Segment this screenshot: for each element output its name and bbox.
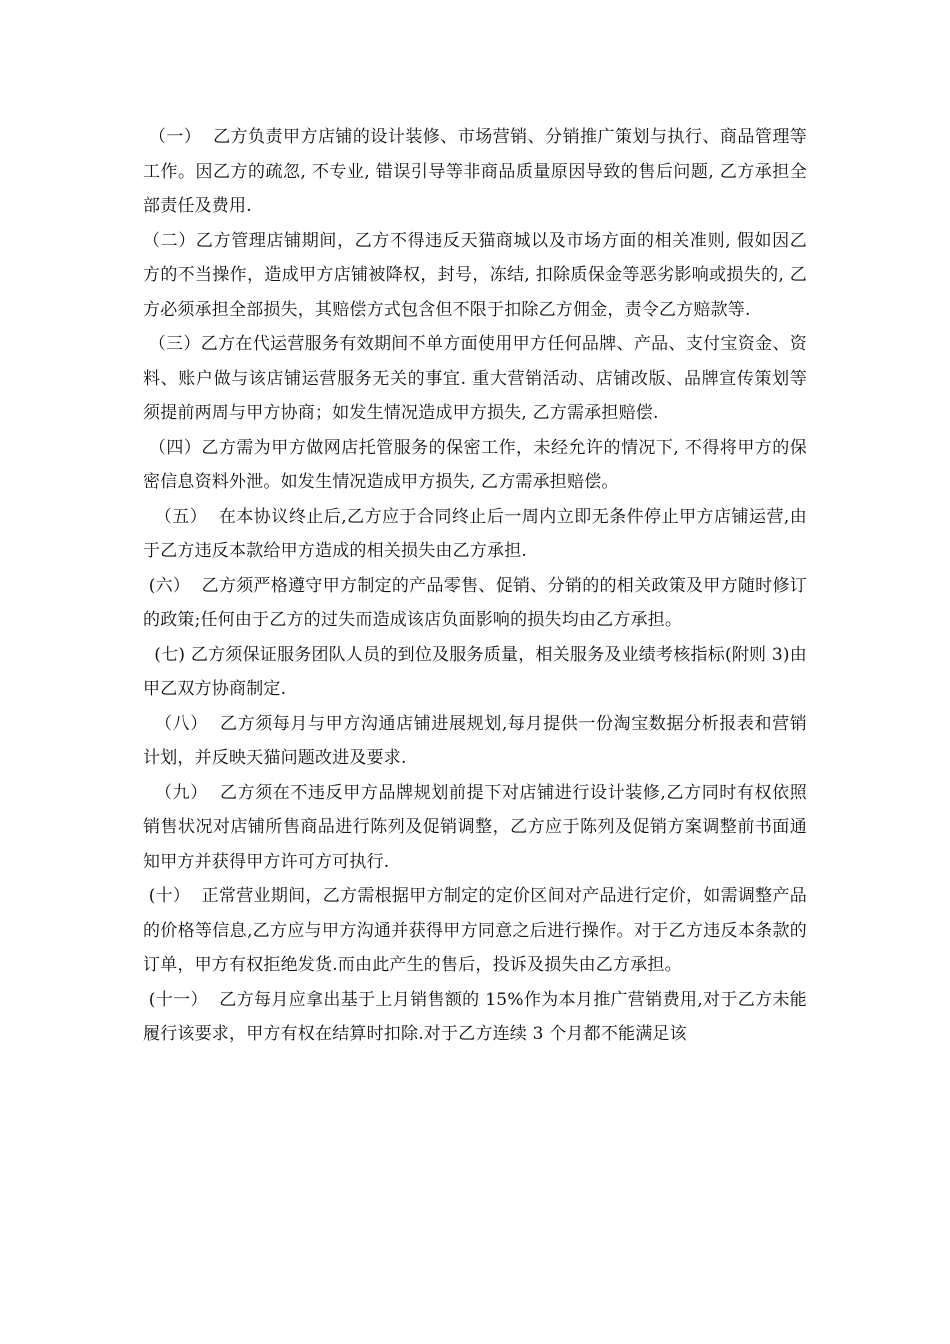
clause-9: （九） 乙方须在不违反甲方品牌规划前提下对店铺进行设计装修,乙方同时有权依照销售状况对店铺所售商品进行陈列及促销调整，乙方应于陈列及促销方案调整前书面通知甲方并获得甲方许可方可执行. — [143, 782, 807, 872]
clause-11: (十一） 乙方每月应拿出基于上月销售额的 15%作为本月推广营销费用,对于乙方未能履行该要求，甲方有权在结算时扣除.对于乙方连续 3 个月都不能满足该 — [143, 989, 808, 1044]
clause-8: （八） 乙方须每月与甲方沟通店铺进展规划,每月提供一份淘宝数据分析报表和营销计划，并反映天猫问题改进及要求. — [143, 713, 807, 768]
clause-1: （一） 乙方负责甲方店铺的设计装修、市场营销、分销推广策划与执行、商品管理等工作。因乙方的疏忽, 不专业, 错误引导等非商品质量原因导致的售后问题, 乙方承担全部责任及费用. — [143, 127, 808, 216]
clause-10: (十） 正常营业期间，乙方需根据甲方制定的定价区间对产品进行定价，如需调整产品的价格等信息,乙方应与甲方沟通并获得甲方同意之后进行操作。对于乙方违反本条款的订单，甲方有权拒绝发货.而由此产生的售后，投诉及损失由乙方承担。 — [143, 886, 807, 975]
clause-6: (六） 乙方须严格遵守甲方制定的产品零售、促销、分销的的相关政策及甲方随时修订的政策;任何由于乙方的过失而造成该店负面影响的损失均由乙方承担。 — [143, 575, 807, 630]
clause-3: （三）乙方在代运营服务有效期间不单方面使用甲方任何品牌、产品、支付宝资金、资料、账户做与该店铺运营服务无关的事宜. 重大营销活动、店铺改版、品牌宣传策划等须提前两周与甲方协商；如发生情况造成甲方损失, 乙方需承担赔偿. — [143, 334, 807, 423]
clause-2: （二）乙方管理店铺期间，乙方不得违反天猫商城以及市场方面的相关准则, 假如因乙方的不当操作，造成甲方店铺被降权，封号，冻结, 扣除质保金等恶劣影响或损失的, 乙方必须承担全部损失，其赔偿方式包含但不限于扣除乙方佣金，责令乙方赔款等. — [143, 230, 807, 320]
clause-5: （五） 在本协议终止后,乙方应于合同终止后一周内立即无条件停止甲方店铺运营,由于乙方违反本款给甲方造成的相关损失由乙方承担. — [143, 506, 807, 561]
clause-4: （四）乙方需为甲方做网店托管服务的保密工作，未经允许的情况下, 不得将甲方的保密信息资料外泄。如发生情况造成甲方损失, 乙方需承担赔偿。 — [143, 437, 807, 492]
document-body — [143, 120, 807, 1052]
clause-7: (七) 乙方须保证服务团队人员的到位及服务质量，相关服务及业绩考核指标(附则 3)由甲乙双方协商制定. — [143, 644, 807, 699]
